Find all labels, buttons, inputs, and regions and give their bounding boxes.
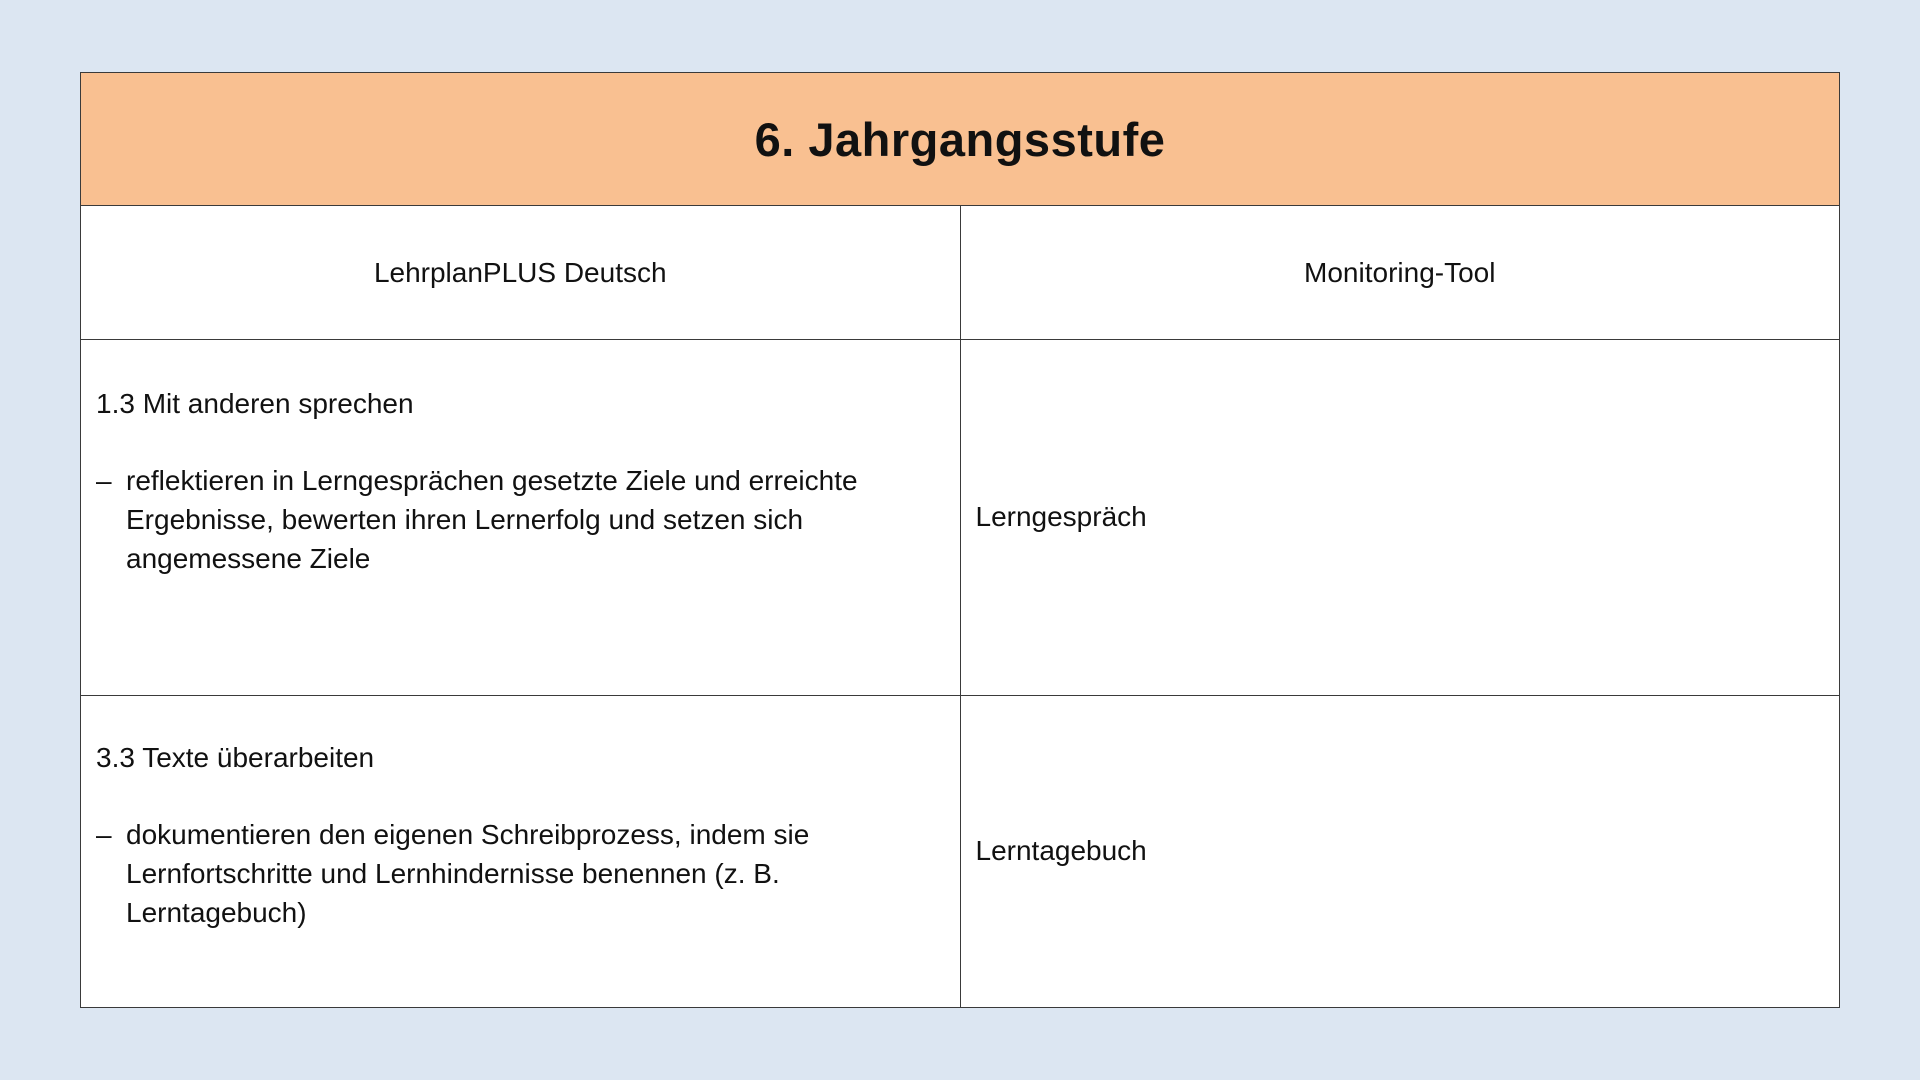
bullet-marker: –: [96, 818, 112, 850]
section-title: 1.3 Mit anderen sprechen: [96, 387, 414, 419]
bullet-text: dokumentieren den eigenen Schreibprozess, indem sie Lernfortschritte und Lernhindernisse benennen (z. B. Lerntagebuch): [126, 818, 810, 928]
title-row: [81, 73, 1840, 206]
bullet-marker: –: [96, 464, 112, 496]
table-title: 6. Jahrgangsstufe: [81, 73, 1840, 206]
table-row: [81, 339, 1840, 695]
curriculum-table: [80, 72, 1840, 1008]
bullet-item: [96, 815, 945, 932]
bullet-item: [96, 461, 945, 578]
bullet-text: reflektieren in Lerngesprächen gesetzte Ziele und erreichte Ergebnisse, bewerten ihren Lernerfolg und setzen sich angemessene Ziele: [126, 464, 858, 574]
monitoring-tool-cell: Lerntagebuch: [960, 695, 1840, 1007]
column-header-lehrplan: LehrplanPLUS Deutsch: [81, 206, 961, 339]
column-header-monitoring-tool: Monitoring-Tool: [960, 206, 1840, 339]
section-title: 3.3 Texte überarbeiten: [96, 741, 375, 773]
lehrplan-cell: [81, 339, 961, 695]
monitoring-tool-cell: Lerngespräch: [960, 339, 1840, 695]
lehrplan-cell: [81, 695, 961, 1007]
header-row: [81, 206, 1840, 339]
table-row: [81, 695, 1840, 1007]
